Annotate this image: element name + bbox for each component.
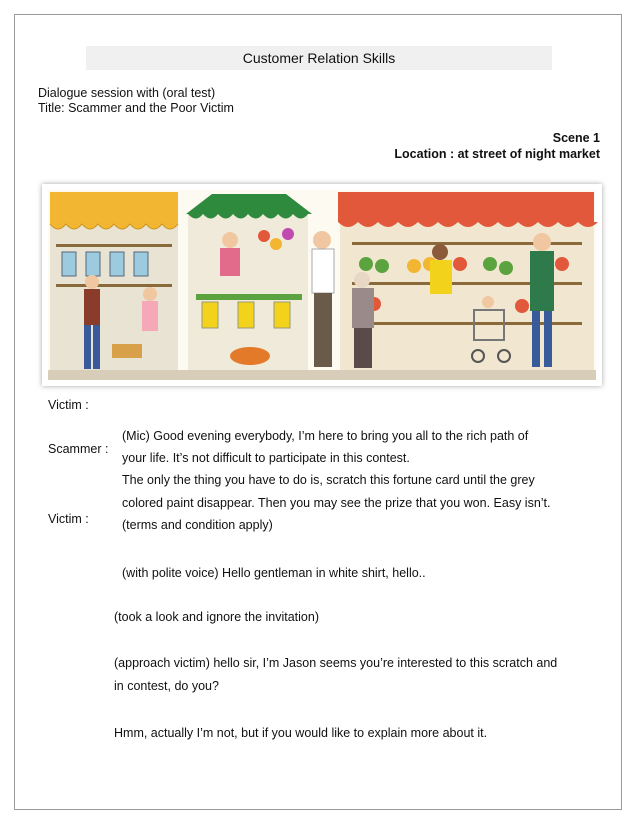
intro-line-2: Title: Scammer and the Poor Victim xyxy=(38,101,234,115)
dialogue-line: (Mic) Good evening everybody, I’m here to bring you all to the rich path of xyxy=(122,429,529,443)
scene-location: Location : at street of night market xyxy=(394,147,600,161)
dialogue-line: (terms and condition apply) xyxy=(122,518,273,532)
dialogue-line: Hmm, actually I’m not, but if you would like to explain more about it. xyxy=(114,726,488,740)
page-title: Customer Relation Skills xyxy=(86,46,552,70)
dialogue-line: The only the thing you have to do is, scratch this fortune card until the grey xyxy=(122,473,535,487)
scene-number: Scene 1 xyxy=(552,131,600,145)
dialogue-line: your life. It’s not difficult to participate in this contest. xyxy=(122,451,410,465)
speaker-victim-1: Victim : xyxy=(48,398,89,412)
market-scene-drawing xyxy=(42,184,602,386)
page-border xyxy=(14,14,622,810)
speaker-scammer: Scammer : xyxy=(48,442,109,456)
dialogue-line: (approach victim) hello sir, I’m Jason seems you’re interested to this scratch and xyxy=(114,656,558,670)
market-illustration xyxy=(42,184,602,386)
dialogue-line: in contest, do you? xyxy=(114,679,219,693)
speaker-victim-2: Victim : xyxy=(48,512,89,526)
dialogue-line: colored paint disappear. Then you may see the prize that you won. Easy isn’t. xyxy=(122,496,551,510)
dialogue-line: (with polite voice) Hello gentleman in white shirt, hello.. xyxy=(122,566,426,580)
intro-line-1: Dialogue session with (oral test) xyxy=(38,86,216,100)
dialogue-line: (took a look and ignore the invitation) xyxy=(114,610,319,624)
